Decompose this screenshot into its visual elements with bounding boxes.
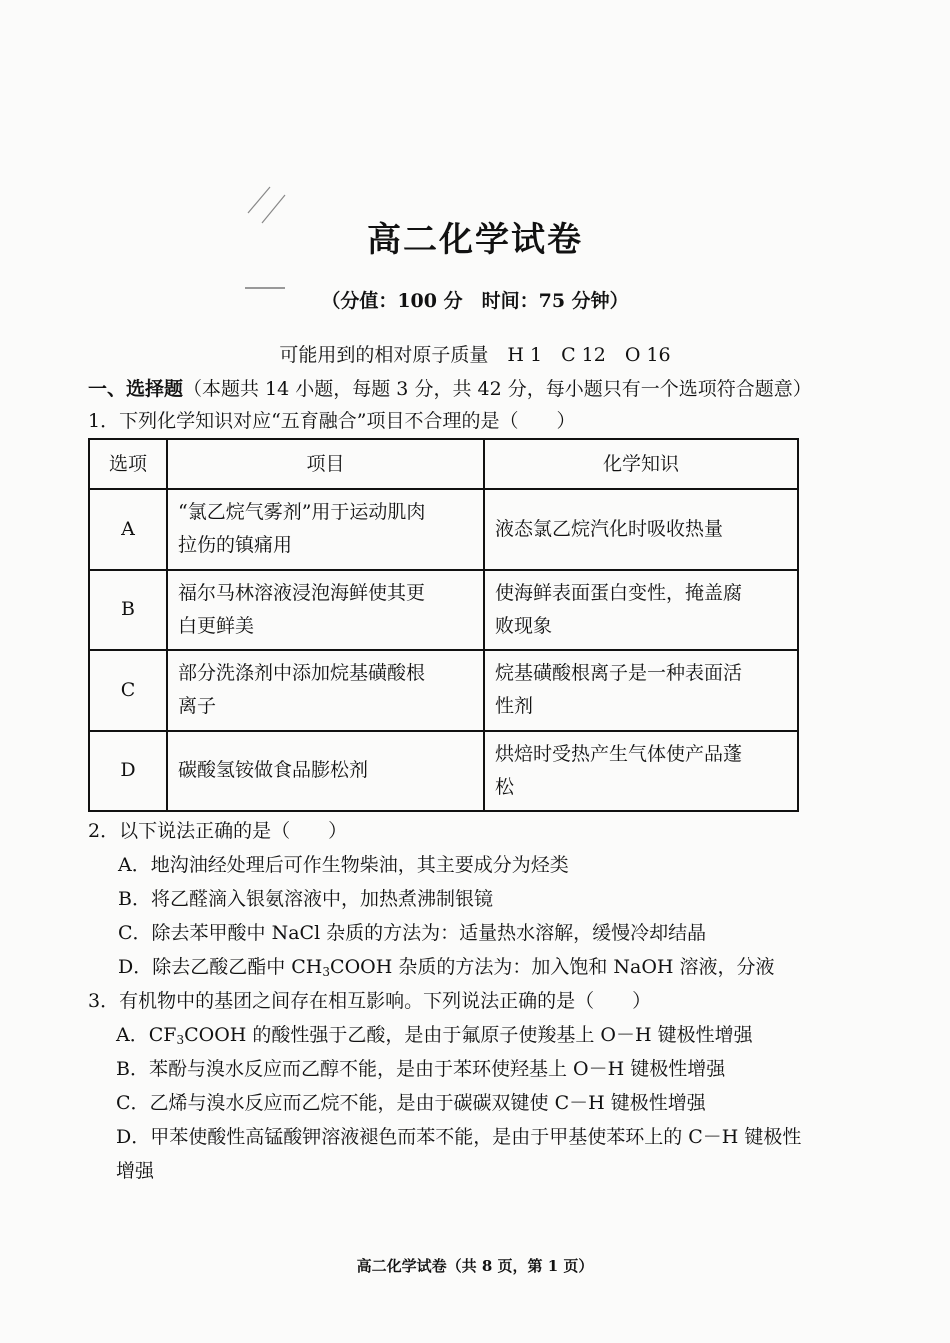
option-cell: B <box>89 570 167 651</box>
question-2-option-c: C．除去苯甲酸中 NaCl 杂质的方法为：适量热水溶解，缓慢冷却结晶 <box>118 922 707 944</box>
section-title: 一、选择题 <box>88 378 184 400</box>
item-line: 碳酸氢铵做食品膨松剂 <box>178 759 369 782</box>
item-cell <box>167 489 484 570</box>
knowledge-line: 败现象 <box>495 614 553 637</box>
item-line: 部分洗涤剂中添加烷基磺酸根 <box>178 662 426 685</box>
knowledge-cell <box>484 570 798 651</box>
item-cell <box>167 731 484 812</box>
table-header-row <box>89 439 798 489</box>
item-line: 白更鲜美 <box>178 614 255 637</box>
question-3-option-d-line1: D．甲苯使酸性高锰酸钾溶液褪色而苯不能，是由于甲基使苯环上的 C－H 键极性 <box>116 1126 802 1148</box>
table-header-cell: 化学知识 <box>484 439 798 489</box>
knowledge-line: 松 <box>495 775 515 798</box>
table-row <box>89 489 798 570</box>
question-2-option-b: B．将乙醛滴入银氨溶液中，加热煮沸制银镜 <box>118 888 493 910</box>
section-note: （本题共 14 小题，每题 3 分，共 42 分，每小题只有一个选项符合题意） <box>183 378 812 400</box>
option-text: D．除去乙酸乙酯中 CH <box>118 956 323 978</box>
option-text: A．CF <box>116 1024 177 1046</box>
atomic-masses: 可能用到的相对原子质量 H 1 C 12 O 16 <box>279 344 671 366</box>
question-3-option-b: B．苯酚与溴水反应而乙醇不能，是由于苯环使羟基上 O－H 键极性增强 <box>116 1058 726 1080</box>
page-footer: 高二化学试卷（共 8 页，第 1 页） <box>356 1257 594 1275</box>
knowledge-line: 烘焙时受热产生气体使产品蓬 <box>495 742 743 765</box>
question-3-option-c: C．乙烯与溴水反应而乙烷不能，是由于碳碳双键使 C－H 键极性增强 <box>116 1092 706 1114</box>
knowledge-line: 液态氯乙烷汽化时吸收热量 <box>495 517 724 540</box>
knowledge-line: 使海鲜表面蛋白变性，掩盖腐 <box>495 581 743 604</box>
option-cell: D <box>89 731 167 812</box>
option-cell: A <box>89 489 167 570</box>
item-line: 福尔马林溶液浸泡海鲜使其更 <box>178 581 426 604</box>
option-cell: C <box>89 650 167 731</box>
knowledge-line: 性剂 <box>495 695 534 718</box>
question-1-table <box>88 438 799 812</box>
question-2-option-a: A．地沟油经处理后可作生物柴油，其主要成分为烃类 <box>118 854 569 876</box>
question-2-stem: 2．以下说法正确的是（ ） <box>88 820 348 842</box>
question-1-stem: 1．下列化学知识对应“五育融合”项目不合理的是（ ） <box>88 410 576 432</box>
table-row <box>89 650 798 731</box>
item-cell <box>167 570 484 651</box>
option-text: COOH 杂质的方法为：加入饱和 NaOH 溶液，分液 <box>330 956 775 978</box>
table-row <box>89 570 798 651</box>
knowledge-cell <box>484 489 798 570</box>
exam-meta: （分值：100 分 时间：75 分钟） <box>321 290 629 312</box>
item-line: 拉伤的镇痛用 <box>178 534 293 557</box>
question-3-option-a <box>116 1022 753 1053</box>
option-text: COOH 的酸性强于乙酸，是由于氟原子使羧基上 O－H 键极性增强 <box>184 1024 753 1046</box>
question-2-option-d <box>118 954 775 985</box>
question-3-stem: 3．有机物中的基团之间存在相互影响。下列说法正确的是（ ） <box>88 990 652 1012</box>
knowledge-cell <box>484 731 798 812</box>
item-cell <box>167 650 484 731</box>
item-line: 离子 <box>178 695 217 718</box>
knowledge-line: 烷基磺酸根离子是一种表面活 <box>495 662 743 685</box>
item-line: “氯乙烷气雾剂”用于运动肌肉 <box>178 501 426 524</box>
question-3-option-d-line2: 增强 <box>116 1160 155 1182</box>
subscript: 3 <box>322 965 331 979</box>
table-header-cell: 项目 <box>167 439 484 489</box>
subscript: 3 <box>176 1033 185 1047</box>
page-title: 高二化学试卷 <box>367 220 583 260</box>
table-row <box>89 731 798 812</box>
section-heading <box>88 374 812 401</box>
table-header-cell: 选项 <box>89 439 167 489</box>
knowledge-cell <box>484 650 798 731</box>
